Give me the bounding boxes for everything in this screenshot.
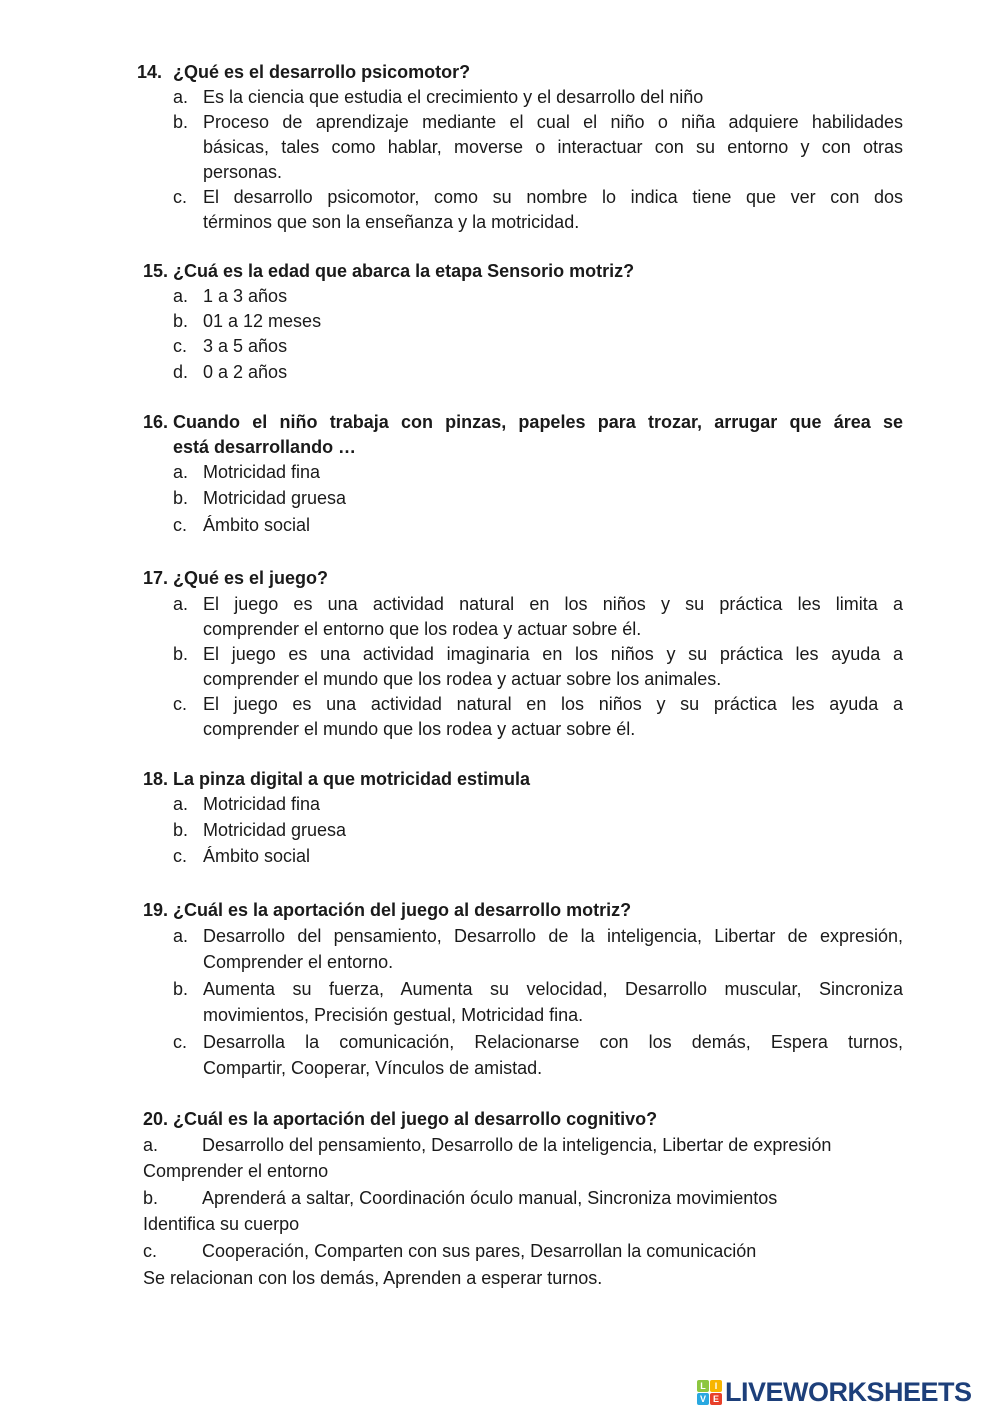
question-title: ¿Qué es el juego? xyxy=(173,568,329,588)
option-letter: c. xyxy=(143,1241,158,1261)
question-number: 17. xyxy=(143,568,169,588)
option-text: Comprender el entorno xyxy=(143,1161,329,1181)
option-text: Desarrollo del pensamiento, Desarrollo de la inteligencia, Libertar de expresión xyxy=(202,1135,832,1155)
option-text: Compartir, Cooperar, Vínculos de amistad. xyxy=(203,1058,543,1078)
option-text: Se relacionan con los demás, Aprenden a esperar turnos. xyxy=(143,1268,603,1288)
option-text: comprender el mundo que los rodea y actuar sobre él. xyxy=(203,719,636,739)
question-title: Cuando el niño trabaja con pinzas, papeles para trozar, arrugar que área se xyxy=(173,412,903,432)
option-letter: a. xyxy=(173,594,189,614)
question-title: ¿Qué es el desarrollo psicomotor? xyxy=(173,62,471,82)
option-text: 1 a 3 años xyxy=(203,286,288,306)
option-text: Motricidad fina xyxy=(203,794,321,814)
option-letter: a. xyxy=(173,87,189,107)
question-title: La pinza digital a que motricidad estimula xyxy=(173,769,531,789)
option-letter: b. xyxy=(143,1188,159,1208)
option-letter: c. xyxy=(173,187,188,207)
option-text: 01 a 12 meses xyxy=(203,311,322,331)
option-letter: b. xyxy=(173,979,189,999)
option-text: Motricidad gruesa xyxy=(203,488,347,508)
option-text: movimientos, Precisión gestual, Motricidad fina. xyxy=(203,1005,584,1025)
option-text: Identifica su cuerpo xyxy=(143,1214,300,1234)
question-number: 14. xyxy=(137,62,163,82)
question-title: ¿Cuál es la aportación del juego al desarrollo cognitivo? xyxy=(173,1109,658,1129)
option-text: Proceso de aprendizaje mediante el cual el niño o niña adquiere habilidades xyxy=(203,112,903,132)
option-text: Motricidad gruesa xyxy=(203,820,347,840)
option-text: Aprenderá a saltar, Coordinación óculo manual, Sincroniza movimientos xyxy=(202,1188,778,1208)
option-text: Cooperación, Comparten con sus pares, Desarrollan la comunicación xyxy=(202,1241,757,1261)
option-letter: c. xyxy=(173,515,188,535)
logo-tile: L xyxy=(697,1380,709,1392)
option-text: comprender el mundo que los rodea y actuar sobre los animales. xyxy=(203,669,722,689)
option-letter: b. xyxy=(173,112,189,132)
option-letter: d. xyxy=(173,362,189,382)
option-letter: b. xyxy=(173,644,189,664)
option-letter: c. xyxy=(173,1032,188,1052)
option-letter: c. xyxy=(173,694,188,714)
question-title: está desarrollando … xyxy=(173,437,357,457)
liveworksheets-logo xyxy=(697,1378,972,1406)
option-text: términos que son la enseñanza y la motricidad. xyxy=(203,212,580,232)
option-text: comprender el entorno que los rodea y actuar sobre él. xyxy=(203,619,642,639)
question-title: ¿Cuál es la aportación del juego al desarrollo motriz? xyxy=(173,900,632,920)
logo-tile: V xyxy=(697,1393,709,1405)
logo-tile: E xyxy=(710,1393,722,1405)
option-text: Motricidad fina xyxy=(203,462,321,482)
question-title: ¿Cuá es la edad que abarca la etapa Sensorio motriz? xyxy=(173,261,635,281)
question-number: 15. xyxy=(143,261,169,281)
option-text: Aumenta su fuerza, Aumenta su velocidad, Desarrollo muscular, Sincroniza xyxy=(203,979,903,999)
question-number: 20. xyxy=(143,1109,169,1129)
option-letter: c. xyxy=(173,336,188,356)
option-text: El desarrollo psicomotor, como su nombre lo indica tiene que ver con dos xyxy=(203,187,903,207)
option-letter: b. xyxy=(173,820,189,840)
question-number: 16. xyxy=(143,412,169,432)
option-letter: a. xyxy=(173,462,189,482)
option-letter: a. xyxy=(173,286,189,306)
option-letter: c. xyxy=(173,846,188,866)
option-text: 3 a 5 años xyxy=(203,336,288,356)
option-letter: b. xyxy=(173,488,189,508)
option-text: Desarrollo del pensamiento, Desarrollo de la inteligencia, Libertar de expresión, xyxy=(203,926,903,946)
option-letter: a. xyxy=(173,926,189,946)
option-text: El juego es una actividad natural en los niños y su práctica les limita a xyxy=(203,594,903,614)
option-text: Ámbito social xyxy=(203,515,311,535)
option-text: Ámbito social xyxy=(203,846,311,866)
option-text: Es la ciencia que estudia el crecimiento y el desarrollo del niño xyxy=(203,87,704,107)
option-text: Comprender el entorno. xyxy=(203,952,394,972)
option-letter: a. xyxy=(143,1135,159,1155)
option-letter: b. xyxy=(173,311,189,331)
question-number: 18. xyxy=(143,769,169,789)
option-text: El juego es una actividad imaginaria en los niños y su práctica les ayuda a xyxy=(203,644,903,664)
option-letter: a. xyxy=(173,794,189,814)
option-text: 0 a 2 años xyxy=(203,362,288,382)
option-text: personas. xyxy=(203,162,283,182)
logo-tile: I xyxy=(710,1380,722,1392)
question-number: 19. xyxy=(143,900,169,920)
logo-tiles-icon xyxy=(697,1380,722,1405)
logo-text: LIVEWORKSHEETS xyxy=(725,1376,972,1407)
option-text: El juego es una actividad natural en los niños y su práctica les ayuda a xyxy=(203,694,903,714)
option-text: Desarrolla la comunicación, Relacionarse con los demás, Espera turnos, xyxy=(203,1032,903,1052)
option-text: básicas, tales como hablar, moverse o interactuar con su entorno y con otras xyxy=(203,137,903,157)
